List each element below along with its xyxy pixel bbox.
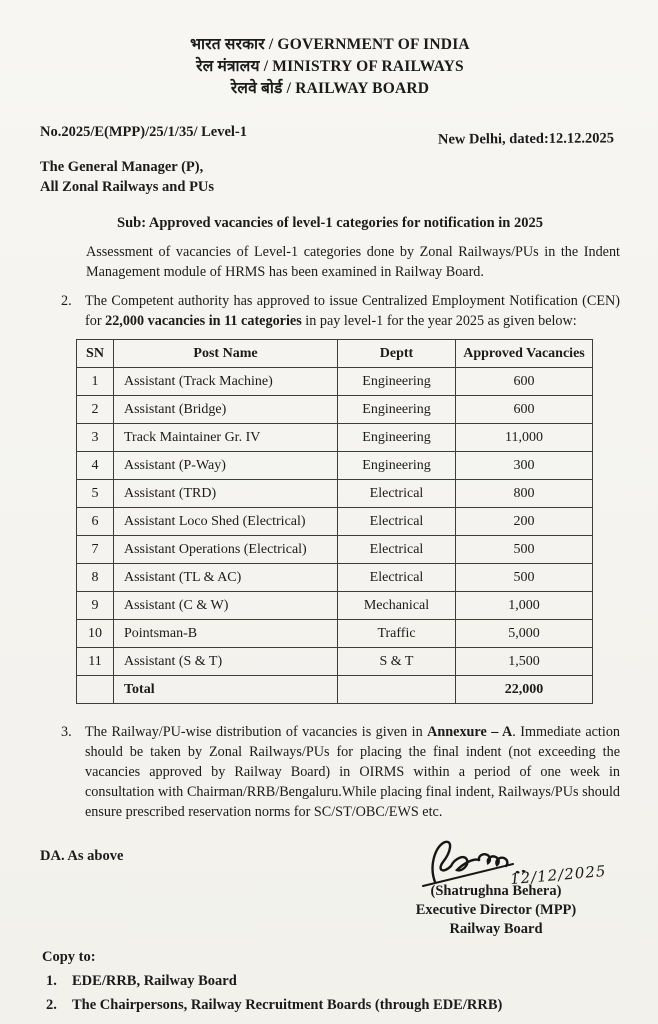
- cell-post-name: Assistant (S & T): [114, 648, 338, 676]
- para-3-bold: Annexure – A: [427, 724, 513, 740]
- cell-post-name: Assistant (Track Machine): [114, 368, 338, 396]
- cell-approved-vacancies: 500: [456, 564, 593, 592]
- signatory-name: (Shatrughna Behera): [430, 883, 562, 899]
- cell-approved-vacancies: 200: [456, 508, 593, 536]
- copy-to-item-number: 2.: [46, 997, 57, 1013]
- table-header-row: [77, 340, 593, 368]
- total-row: [77, 676, 593, 704]
- cell-post-name: Assistant Loco Shed (Electrical): [114, 508, 338, 536]
- cell-approved-vacancies: 11,000: [456, 424, 593, 452]
- total-value-cell: 22,000: [456, 676, 593, 704]
- cell-post-name: Assistant Operations (Electrical): [114, 536, 338, 564]
- cell-deptt: Engineering: [338, 368, 456, 396]
- cell-approved-vacancies: 500: [456, 536, 593, 564]
- signatory-organisation: Railway Board: [449, 921, 543, 937]
- cell-deptt: Engineering: [338, 396, 456, 424]
- cell-approved-vacancies: 600: [456, 396, 593, 424]
- cell-deptt: Electrical: [338, 536, 456, 564]
- cell-post-name: Assistant (TRD): [114, 480, 338, 508]
- header-sn: SN: [77, 340, 114, 368]
- cell-post-name: Pointsman-B: [114, 620, 338, 648]
- copy-to-item: [40, 973, 620, 990]
- para-2-post: in pay level-1 for the year 2025 as given below:: [301, 313, 577, 329]
- cell-sn: 6: [77, 508, 114, 536]
- para-assessment: Assessment of vacancies of Level-1 categories done by Zonal Railways/PUs in the Indent Management module of HRMS has been examined in Railway Board.: [86, 244, 620, 280]
- cell-approved-vacancies: 1,000: [456, 592, 593, 620]
- letterhead-ministry-line: रेल मंत्रालय / MINISTRY OF RAILWAYS: [196, 58, 464, 75]
- cell-post-name: Assistant (P-Way): [114, 452, 338, 480]
- table-row: [77, 480, 593, 508]
- cell-deptt: Electrical: [338, 480, 456, 508]
- cell-post-name: Assistant (TL & AC): [114, 564, 338, 592]
- cell-approved-vacancies: 300: [456, 452, 593, 480]
- para-2-number: 2.: [61, 293, 72, 309]
- cell-approved-vacancies: 800: [456, 480, 593, 508]
- table-row: [77, 648, 593, 676]
- letterhead-govt-line: भारत सरकार / GOVERNMENT OF INDIA: [190, 36, 470, 53]
- table-row: [77, 592, 593, 620]
- header-post-name: Post Name: [114, 340, 338, 368]
- addressee-block: [40, 157, 620, 197]
- copy-to-item-number: 1.: [46, 973, 57, 989]
- para-2-text: [85, 291, 620, 331]
- cell-approved-vacancies: 600: [456, 368, 593, 396]
- para-3-pre: The Railway/PU-wise distribution of vacancies is given in: [85, 724, 428, 740]
- header-approved-vacancies: Approved Vacancies: [456, 340, 593, 368]
- addressee-line1: The General Manager (P),: [40, 159, 204, 175]
- cell-post-name: Track Maintainer Gr. IV: [114, 424, 338, 452]
- para-2-bold: 22,000 vacancies in 11 categories: [105, 313, 302, 329]
- para-3-post: . Immediate action should be taken by Zonal Railways/PUs for placing the final indent (not exceeding the vacancies approved by Railway Board) in OIRMS within a period of one week in consultation with Chairman/RRB/Bengaluru.While placing final indent, Railways/PUs should ensure prescribed reservation norms for SC/ST/OBC/EWS etc.: [85, 724, 621, 820]
- table-row: [77, 452, 593, 480]
- cell-deptt: S & T: [338, 648, 456, 676]
- cell-sn: 11: [77, 648, 114, 676]
- cell-sn: 8: [77, 564, 114, 592]
- copy-to-item-text: EDE/RRB, Railway Board: [72, 973, 237, 989]
- table-row: [77, 368, 593, 396]
- table-row: [77, 536, 593, 564]
- copy-to-item-text: The Chairpersons, Railway Recruitment Boards (through EDE/RRB): [72, 997, 503, 1013]
- copy-to-item: [40, 997, 620, 1014]
- signatory-designation: Executive Director (MPP): [415, 902, 577, 918]
- cell-sn: 1: [77, 368, 114, 396]
- cell-post-name: Assistant (Bridge): [114, 396, 338, 424]
- table-row: [77, 508, 593, 536]
- cell-deptt: Engineering: [338, 452, 456, 480]
- cell-deptt: Electrical: [338, 508, 456, 536]
- subject-line: Sub: Approved vacancies of level-1 categories for notification in 2025: [117, 215, 543, 231]
- total-dept-cell: [338, 676, 456, 704]
- da-line: DA. As above: [40, 848, 124, 864]
- cell-sn: 5: [77, 480, 114, 508]
- table-row: [77, 396, 593, 424]
- para-2-pre: The Competent authority has approved to issue Centralized Employment Notification (CEN) for: [85, 293, 620, 329]
- letterhead: [40, 34, 620, 100]
- para-3-text: [85, 722, 620, 822]
- table-row: [77, 564, 593, 592]
- reference-row: [40, 124, 620, 148]
- signature-handwritten-date: 12/12/2025: [508, 861, 607, 889]
- signature-row: [40, 836, 620, 939]
- cell-post-name: Assistant (C & W): [114, 592, 338, 620]
- total-sn-cell: [77, 676, 114, 704]
- cell-approved-vacancies: 5,000: [456, 620, 593, 648]
- signature-block: [376, 836, 616, 939]
- cell-sn: 4: [77, 452, 114, 480]
- table-row: [77, 424, 593, 452]
- vacancy-table-body: [77, 368, 593, 676]
- cell-deptt: Electrical: [338, 564, 456, 592]
- total-label-cell: Total: [114, 676, 338, 704]
- para-2: [40, 291, 620, 331]
- copy-to-section: [40, 949, 620, 1014]
- para-3-number: 3.: [61, 724, 72, 740]
- para-3: [40, 722, 620, 822]
- cell-sn: 9: [77, 592, 114, 620]
- cell-deptt: Mechanical: [338, 592, 456, 620]
- cell-sn: 7: [77, 536, 114, 564]
- vacancy-table: [76, 339, 593, 704]
- cell-sn: 2: [77, 396, 114, 424]
- file-number: No.2025/E(MPP)/25/1/35/ Level-1: [40, 124, 247, 140]
- cell-sn: 3: [77, 424, 114, 452]
- header-deptt: Deptt: [338, 340, 456, 368]
- cell-deptt: Engineering: [338, 424, 456, 452]
- cell-sn: 10: [77, 620, 114, 648]
- addressee-line2: All Zonal Railways and PUs: [40, 179, 215, 195]
- cell-deptt: Traffic: [338, 620, 456, 648]
- copy-to-label: Copy to:: [42, 949, 96, 965]
- letterhead-board-line: रेलवे बोर्ड / RAILWAY BOARD: [230, 80, 430, 97]
- table-row: [77, 620, 593, 648]
- cell-approved-vacancies: 1,500: [456, 648, 593, 676]
- place-date: New Delhi, dated:12.12.2025: [437, 130, 615, 148]
